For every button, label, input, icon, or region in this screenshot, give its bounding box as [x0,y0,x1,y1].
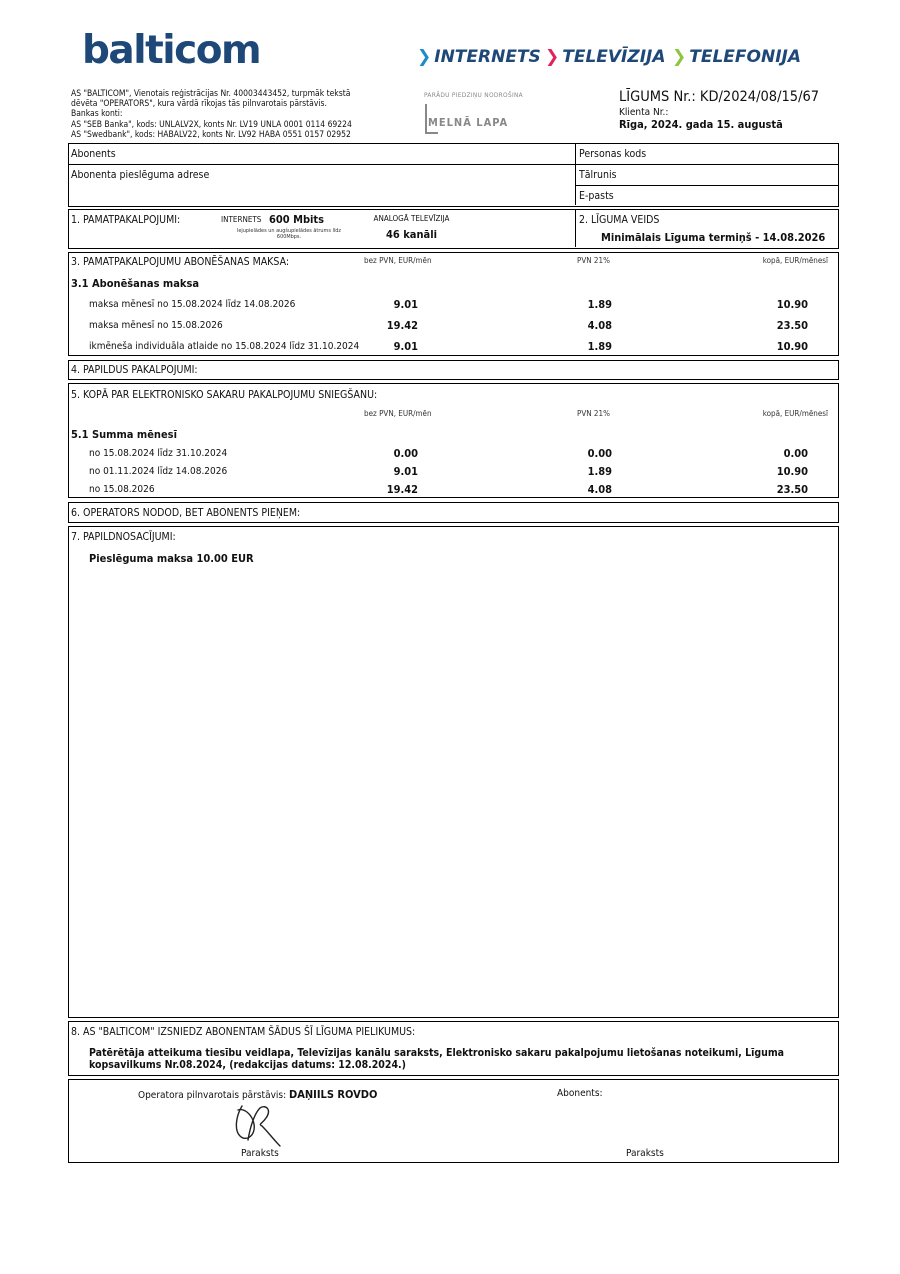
company-line: Bankas konti: [71,109,123,120]
section-3-title: 3. PAMATPAKALPOJUMU ABONĒŠANAS MAKSA: [71,256,290,268]
col-vat-header: PVN 21% [577,409,610,418]
sum-row-vat: 0.00 [587,447,612,460]
chevron-right-icon: ❯ [672,47,687,67]
address-label: Abonenta pieslēguma adrese [71,169,210,181]
section-1-title: 1. PAMATPAKALPOJUMI: [71,214,181,226]
section-4-title: 4. PAPILDUS PAKALPOJUMI: [71,364,198,376]
annex-list: Patērētāja atteikuma tiesību veidlapa, Televīzijas kanālu saraksts, Elektronisko sakaru pakalpojumu lietošanas noteikumi, Līguma kopsavilkums Nr.08.2024, (redakcijas datums: 12.08.2024.) [89,1047,785,1071]
internet-label: INTERNETS [221,215,262,224]
sum-row-net: 9.01 [393,465,418,478]
fee-row-label: maksa mēnesī no 15.08.2026 [89,320,223,331]
col-total-header: kopā, EUR/mēnesī [762,256,828,265]
section-5-title: 5. KOPĀ PAR ELEKTRONISKO SAKARU PAKALPOJUMU SNIEGŠANU: [71,389,378,401]
sign-label-right: Paraksts [626,1148,664,1159]
internet-note-2: 600Mbps. [276,234,302,240]
melna-lapa-label: MELNĀ LAPA [428,116,509,129]
section-3-subtitle: 3.1 Abonēšanas maksa [71,277,200,290]
place-date: Rīga, 2024. gada 15. augustā [619,118,783,131]
fee-row-net: 9.01 [393,340,418,353]
fee-row-total: 23.50 [776,319,808,332]
fee-row-label: maksa mēnesī no 15.08.2024 līdz 14.08.2026 [89,299,296,310]
company-line: AS "SEB Banka", kods: UNLALV2X, konts Nr. LV19 UNLA 0001 0114 69224 [71,119,352,130]
personas-kods-label: Personas kods [579,148,647,160]
connection-fee: Pieslēguma maksa 10.00 EUR [89,552,254,565]
chevron-right-icon: ❯ [545,47,560,67]
contract-type: Minimālais Līguma termiņš - 14.08.2026 [601,231,826,244]
signatures-box [68,1079,839,1163]
company-line: AS "BALTICOM", Vienotais reģistrācijas Nr. 40003443452, turpmāk tekstā [71,89,351,99]
operator-rep-label: Operatora pilnvarotais pārstāvis: DAŅIILS ROVDO [138,1088,378,1101]
abonents-sign-label: Abonents: [557,1088,603,1099]
internet-speed: 600 Mbits [269,213,325,226]
abonents-label: Abonents [71,148,116,160]
section-8 [68,1021,839,1076]
talrunis-label: Tālrunis [579,169,617,181]
operator-rep-name: DAŅIILS ROVDO [289,1088,378,1101]
signature-drawing [232,1102,292,1148]
sum-row-net: 19.42 [386,483,418,496]
col-vat-header: PVN 21% [577,256,610,265]
sum-row-total: 23.50 [776,483,808,496]
sum-row-total: 0.00 [783,447,808,460]
company-info [71,89,371,140]
sum-row-label: no 15.08.2024 līdz 31.10.2024 [89,448,228,459]
fee-row-net: 19.42 [386,319,418,332]
fee-row-net: 9.01 [393,298,418,311]
nav-internets: ❯ INTERNETS [417,47,541,67]
fee-row-total: 10.90 [776,298,808,311]
fee-row-label: ikmēneša individuāla atlaide no 15.08.2024 līdz 31.10.2024 [89,341,360,352]
section-1-2 [68,209,839,249]
fee-row-vat: 1.89 [587,298,612,311]
sum-row-total: 10.90 [776,465,808,478]
section-5 [68,383,839,498]
sum-row-vat: 1.89 [587,465,612,478]
section-7-title: 7. PAPILDNOSACĪJUMI: [71,531,176,543]
sum-row-vat: 4.08 [587,483,612,496]
tv-label: ANALOGĀ TELEVĪZIJA [373,214,450,223]
section-6 [68,502,839,523]
col-net-header: bez PVN, EUR/mēn [364,409,432,418]
nav-televizija: ❯ TELEVĪZIJA [545,47,666,67]
internet-note-1: lejupielādes un augšupielādes ātrums līdz [236,228,341,234]
section-3 [68,252,839,356]
chevron-right-icon: ❯ [417,47,432,67]
section-4 [68,360,839,380]
sum-row-label: no 15.08.2026 [89,484,155,495]
section-6-title: 6. OPERATORS NODOD, BET ABONENTS PIEŅEM: [71,507,301,519]
contract-number: LĪGUMS Nr.: KD/2024/08/15/67 [619,89,820,105]
party-box [68,143,839,207]
section-8-title: 8. AS "BALTICOM" IZSNIEDZ ABONENTAM ŠĀDUS ŠĪ LĪGUMA PIELIKUMUS: [71,1026,416,1038]
sum-row-label: no 01.11.2024 līdz 14.08.2026 [89,466,228,477]
section-5-subtitle: 5.1 Summa mēnesī [71,428,177,441]
melna-lapa-caption: PARĀDU PIEDZIŅU NODROŠINA [424,91,523,99]
nav-telefonija: ❯ TELEFONIJA [672,47,802,67]
section-2-title: 2. LĪGUMA VEIDS [579,214,660,226]
col-total-header: kopā, EUR/mēnesī [762,409,828,418]
tv-value: 46 kanāli [386,228,437,241]
company-line: dēvēta "OPERATORS", kura vārdā rīkojas tās pilnvarotais pārstāvis. [71,99,327,110]
fee-row-total: 10.90 [776,340,808,353]
balticom-logo: balticom [82,28,261,73]
fee-row-vat: 1.89 [587,340,612,353]
col-net-header: bez PVN, EUR/mēn [364,256,432,265]
section-7 [68,526,839,1018]
sign-label-left: Paraksts [241,1148,279,1159]
company-line: AS "Swedbank", kods: HABALV22, konts Nr. LV92 HABA 0551 0157 02952 [71,129,351,140]
fee-row-vat: 4.08 [587,319,612,332]
epasts-label: E-pasts [579,190,614,202]
client-number: Klienta Nr.: [619,107,669,118]
sum-row-net: 0.00 [393,447,418,460]
